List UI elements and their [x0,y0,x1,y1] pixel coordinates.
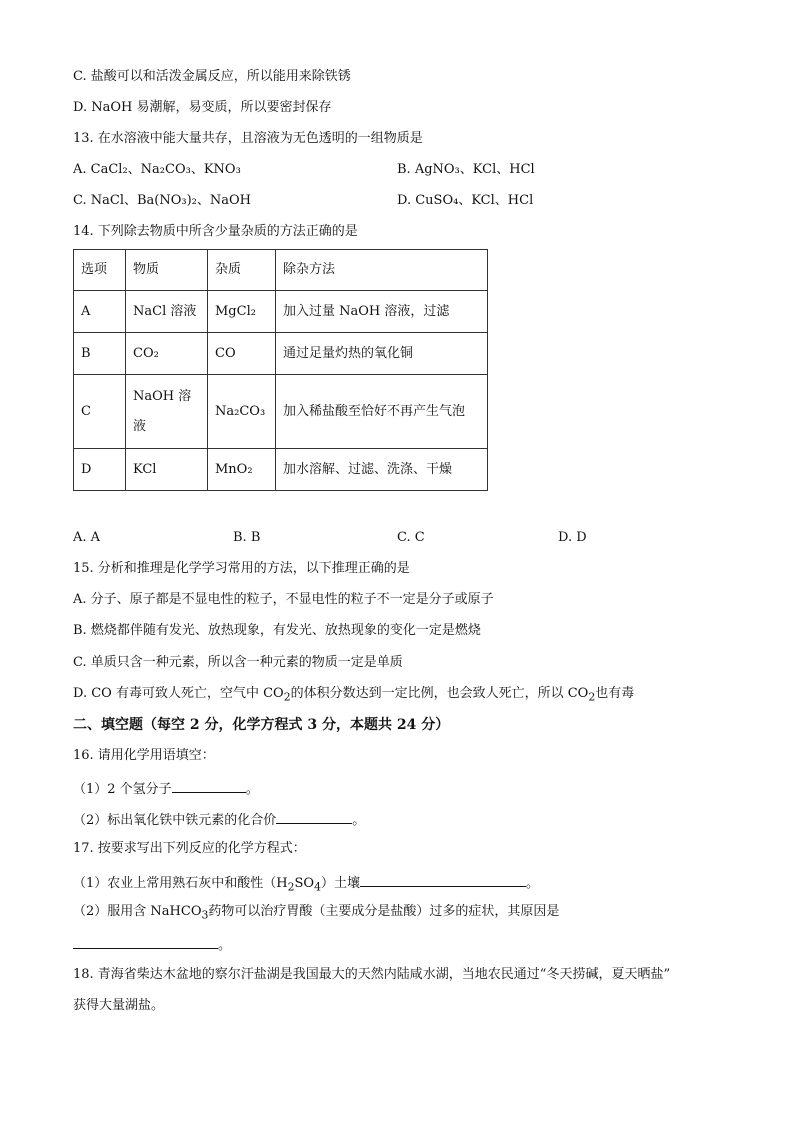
header-cell: 杂质 [208,250,276,291]
q17-part-2-answer: 。 [73,934,231,955]
q13-option-c: C. NaCl、Ba(NO₃)₂、NaOH [73,193,252,208]
question-13: 13. 在水溶液中能大量共存，且溶液为无色透明的一组物质是 [73,131,423,146]
table-cell: NaCl 溶液 [126,291,208,333]
table-cell: MgCl₂ [208,291,276,333]
table-cell: B [74,333,126,375]
table-cell: 加入稀盐酸至恰好不再产生气泡 [276,375,488,449]
q15-option-b: B. 燃烧都伴随有发光、放热现象，有发光、放热现象的变化一定是燃烧 [73,623,481,638]
q13-option-b: B. AgNO₃、KCl、HCl [397,162,535,177]
table-cell: MnO₂ [208,449,276,491]
q15-option-d: D. CO 有毒可致人死亡，空气中 $CO_2$的体积分数达到一定比例，也会致人死亡，所以 $CO_2$也有毒 [73,686,635,704]
table-cell: CO [208,333,276,375]
q14-option-b: B. B [233,530,261,545]
table-cell: Na₂CO₃ [208,375,276,449]
table-cell: 加入过量 NaOH 溶液，过滤 [276,291,488,333]
q15-option-a: A. 分子、原子都是不显电性的粒子，不显电性的粒子不一定是分子或原子 [73,592,494,607]
q14-option-a: A. A [73,530,101,545]
question-18: 18. 青海省柴达木盆地的察尔汗盐湖是我国最大的天然内陆咸水湖，当地农民通过“冬天捞碱，夏天晒盐” [73,967,671,982]
q16-part-2: （2）标出氧化铁中铁元素的化合价 。 [73,809,365,830]
q13-option-d: D. CuSO₄、KCl、HCl [397,193,534,208]
answer-blank[interactable] [360,872,526,887]
answer-blank[interactable] [276,809,352,824]
header-cell: 除杂方法 [276,250,488,291]
table-cell: 通过足量灼热的氧化铜 [276,333,488,375]
q16-part-1: （1）2 个氢分子 。 [73,778,259,799]
q14-option-d: D. D [558,530,587,545]
q13-option-a: A. CaCl₂、Na₂CO₃、KNO₃ [73,162,241,177]
header-cell: 选项 [74,250,126,291]
question-15: 15. 分析和推理是化学学习常用的方法，以下推理正确的是 [73,561,410,576]
table-cell: KCl [126,449,208,491]
question-17: 17. 按要求写出下列反应的化学方程式： [73,841,306,856]
table-row [74,375,488,449]
table-cell: D [74,449,126,491]
header-cell: 物质 [126,250,208,291]
q17-part-2: （2）服用含 NaHCO$_3$药物可以治疗胃酸（主要成分是盐酸）过多的症状，其原因是 [73,904,560,922]
question-16: 16. 请用化学用语填空： [73,748,215,763]
answer-blank[interactable] [73,934,218,949]
question-14: 14. 下列除去物质中所含少量杂质的方法正确的是 [73,224,358,239]
table-row [74,333,488,375]
table-header-row [74,250,488,291]
q14-table [73,249,488,491]
table-row [74,291,488,333]
table-cell: A [74,291,126,333]
question-18-continued: 获得大量湖盐。 [73,998,165,1013]
q12-option-d: D. NaOH 易潮解，易变质，所以要密封保存 [73,100,332,115]
section-2-heading: 二、填空题（每空 2 分，化学方程式 3 分，本题共 24 分） [73,717,450,733]
q12-option-c: C. 盐酸可以和活泼金属反应，所以能用来除铁锈 [73,69,351,84]
q15-option-c: C. 单质只含一种元素，所以含一种元素的物质一定是单质 [73,655,403,670]
q14-option-c: C. C [397,530,425,545]
table-cell: 加水溶解、过滤、洗涤、干燥 [276,449,488,491]
table-row [74,449,488,491]
table-cell: NaOH 溶 液 [126,375,208,449]
q17-part-1: （1）农业上常用熟石灰中和酸性$(H_2SO_4)$土壤 。 [73,872,539,897]
answer-blank[interactable] [172,778,246,793]
table-cell: C [74,375,126,449]
table-cell: CO₂ [126,333,208,375]
